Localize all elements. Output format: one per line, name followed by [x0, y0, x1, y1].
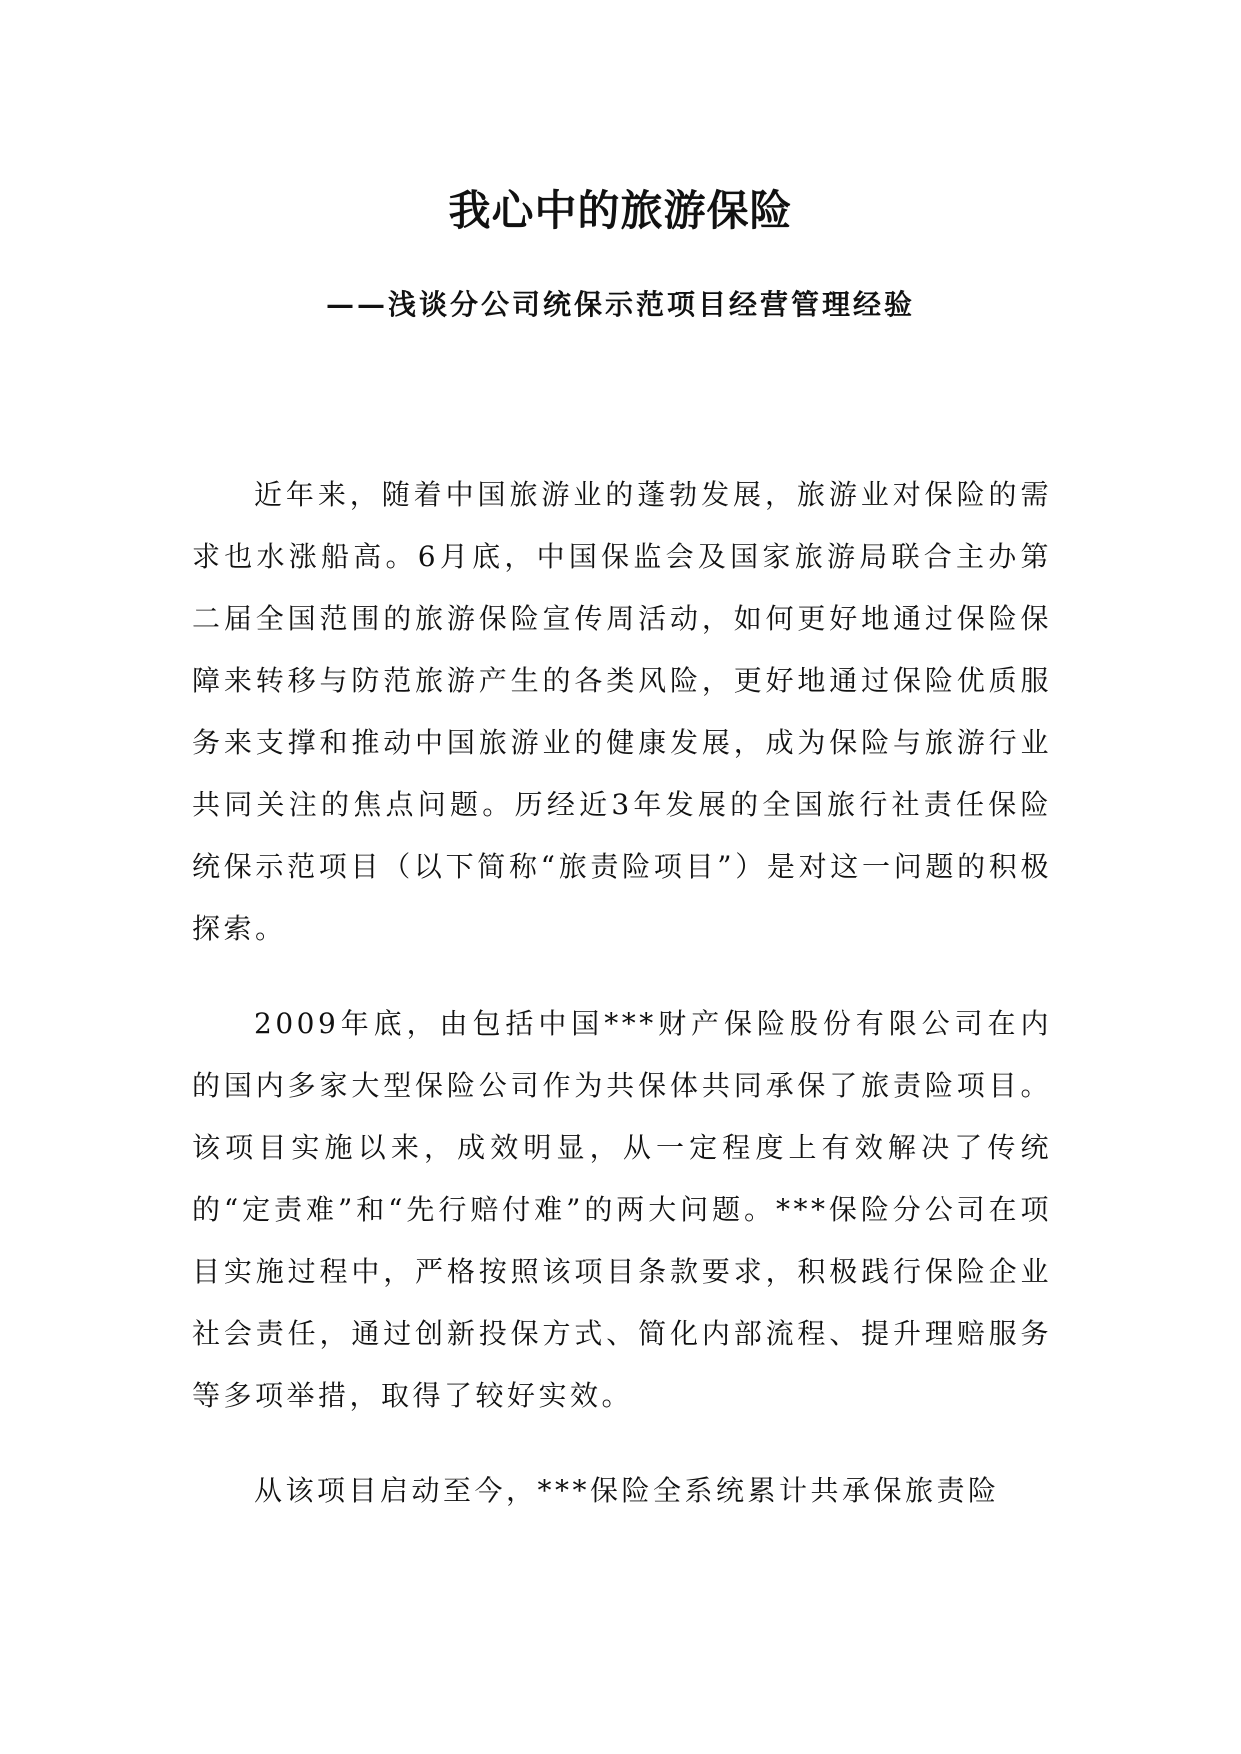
document-subtitle: ——浅谈分公司统保示范项目经营管理经验 — [325, 288, 915, 321]
paragraph-2: 2009年底，由包括中国***财产保险股份有限公司在内的国内多家大型保险公司作为共保体共同承保了旅责险项目。该项目实施以来，成效明显，从一定程度上有效解决了传统的“定责难”和“先行赔付难”的两大问题。***保险分公司在项目实施过程中，严格按照该项目条款要求，积极践行保险企业社会责任，通过创新投保方式、简化内部流程、提升理赔服务等多项举措，取得了较好实效。 — [192, 1007, 1052, 1412]
paragraph-3: 从该项目启动至今，***保险全系统累计共承保旅责险 — [254, 1474, 1000, 1507]
document-title: 我心中的旅游保险 — [448, 186, 793, 235]
document-body — [192, 464, 1052, 1555]
paragraph-1: 近年来，随着中国旅游业的蓬勃发展，旅游业对保险的需求也水涨船高。6月底，中国保监会及国家旅游局联合主办第二届全国范围的旅游保险宣传周活动，如何更好地通过保险保障来转移与防范旅游产生的各类风险，更好地通过保险优质服务来支撑和推动中国旅游业的健康发展，成为保险与旅游行业共同关注的焦点问题。历经近3年发展的全国旅行社责任保险统保示范项目（以下简称“旅责险项目”）是对这一问题的积极探索。 — [192, 478, 1052, 945]
